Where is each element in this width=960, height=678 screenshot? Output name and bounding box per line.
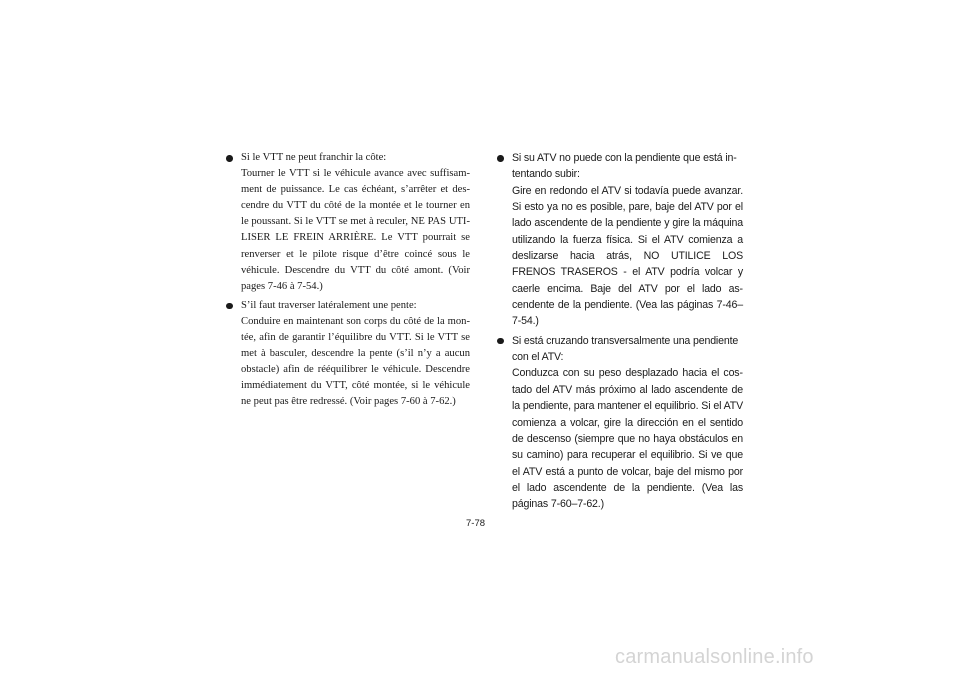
list-item (226, 150, 470, 295)
item-body: Tourner le VTT si le véhicule avance avec suffisamment de puissance. Le cas échéant, s’arrêter et descendre du VTT du côté de la montée et le tourner en le poussant. Si le VTT se met à reculer, NE PAS UTILISER LE FREIN ARRIÈRE. Le VTT pourrait se renverser et le pilote risque d’être coincé sous le véhicule. Descendre du VTT du côté amont. (Voir pages 7-46 à 7-54.) (241, 168, 470, 292)
item-body: Gire en redondo el ATV si todavía puede avanzar. Si esto ya no es posible, pare, baje del ATV por el lado ascendente de la pendiente y gire la máquina utilizando la fuerza física. Si el ATV comienza a deslizarse hacia atrás, NO UTILICE LOS FRENOS TRASEROS - el ATV podría volcar y caerle encima. Baje del ATV por el lado ascendente de la pendiente. (Vea las páginas 7-46–7-54.) (512, 184, 743, 328)
page-number: 7-78 (466, 518, 486, 529)
french-column (226, 150, 470, 414)
item-heading: S’il faut traverser latéralement une pente: (241, 299, 417, 311)
bullet-icon (497, 155, 504, 162)
item-body: Conduzca con su peso desplazado hacia el costado del ATV más próximo al lado ascendente de la pendiente, para mantener el equilibrio. Si el ATV comienza a volcar, gire la dirección en el sentido de descenso (siempre que no haya obstáculos en su camino) para recuperar el equilibrio. Si ve que el ATV está a punto de volcar, baje del mismo por el lado ascendente de la pendiente. (Vea las páginas 7-60–7-62.) (512, 367, 743, 511)
watermark: carmanualsonline.info (615, 646, 814, 668)
item-heading: Si su ATV no puede con la pendiente que está intentando subir: (512, 152, 737, 181)
item-heading: Si le VTT ne peut franchir la côte: (241, 152, 387, 163)
bullet-icon (226, 303, 233, 310)
item-body: Conduire en maintenant son corps du côté de la montée, afin de garantir l’équilibre du VTT. Si le VTT se met à basculer, descendre la pente (s’il n’y a aucun obstacle) afin de rééquilibrer le véhicule. Descendre immédiatement du VTT, côté montée, si le véhicule ne peut pas être redressé. (Voir pages 7-60 à 7-62.) (241, 315, 470, 408)
item-heading: Si está cruzando transversalmente una pendiente con el ATV: (512, 334, 739, 364)
list-item (226, 298, 470, 411)
bullet-icon (497, 338, 504, 345)
list-item (497, 333, 743, 513)
bullet-icon (226, 155, 233, 162)
spanish-column (497, 150, 743, 516)
list-item (497, 150, 743, 330)
